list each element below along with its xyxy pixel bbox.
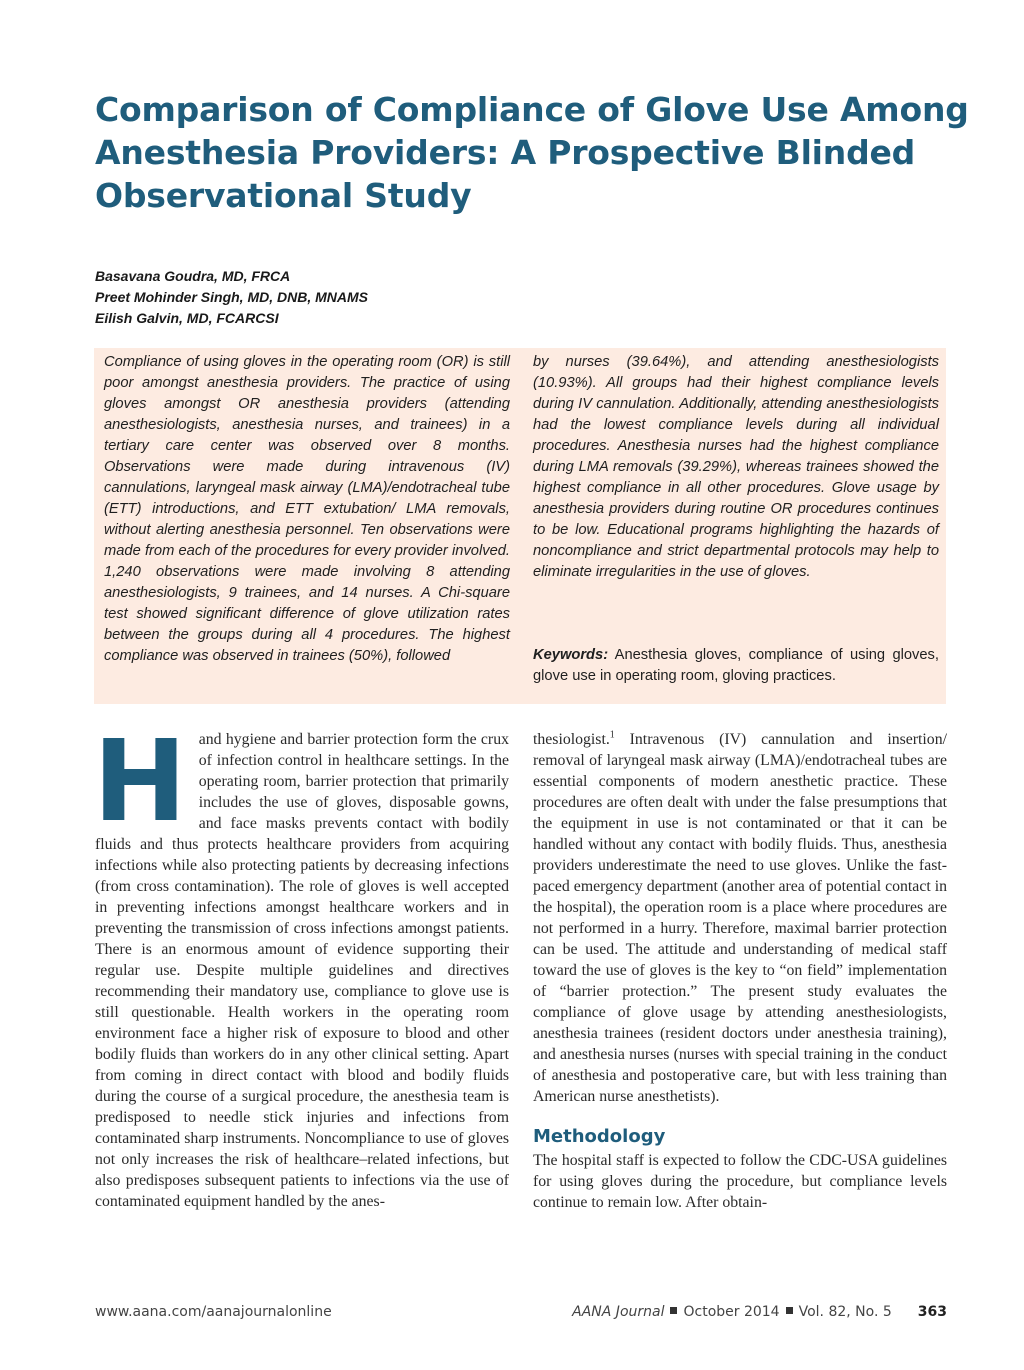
author-name: Basavana Goudra, MD, FRCA [95,268,291,284]
abstract-right-column: by nurses (39.64%), and attending anesthesiologists (10.93%). All groups had their highest compliance levels during IV cannulation. Additionally, attending anesthesiologists had the lowest compliance levels during all individual procedures. Anesthesia nurses had the highest compliance during LMA removals (39.29%), whereas trainees showed the highest compliance in all other procedures. Glove usage by anesthesia providers during routine OR procedures continues to be low. Educational programs highlighting the hazards of noncompliance and strict departmental protocols may help to eliminate irregularities in the use of gloves. [533,354,939,580]
body-paragraph: The hospital staff is expected to follow the CDC-USA guidelines for using gloves during the procedure, but compliance levels continue to remain low. After obtain- [533,1152,947,1211]
keywords-label: Keywords: [533,647,609,663]
separator-square-icon [670,1307,677,1314]
author-name: Eilish Galvin, MD, FCARCSI [95,310,279,326]
body-text: Intravenous (IV) cannulation and insertion/ removal of laryngeal mask airway (LMA)/endotracheal tubes are essential components of modern anesthetic practice. These procedures are often dealt with under the false presumptions that the equipment in use is not contaminated or that it can be handled without any contact with bodily fluids. Thus, anesthesia providers underestimate the need to use gloves. Unlike the fast-paced emergency department (another area of potential contact in the hospital), the operation room is a place where procedures are not performed in a hurry. Therefore, maximal barrier protection can be used. The attitude and understanding of medical staff toward the use of gloves is the key to “on field” implementation of “barrier protection.” The present study evaluates the compliance of glove usage by attending anesthesiologists, anesthesia trainees (resident doctors under anesthesia training), and anesthesia nurses (nurses with special training in the conduct of anesthesia and postoperative care, but with less training than American nurse anesthetists). [533,731,947,1105]
footer-citation [572,1304,947,1320]
body-paragraph [533,729,947,1107]
body-text: thesiologist. [533,731,610,748]
separator-square-icon [786,1307,793,1314]
keywords-text: Anesthesia gloves, compliance of using gloves, glove use in operating room, gloving practices. [533,647,939,684]
body-left-column [93,717,509,1212]
keywords [533,645,939,687]
body-right-column [533,729,947,1213]
journal-name: AANA Journal [572,1304,665,1320]
body-paragraph: and hygiene and barrier protection form the crux of infection control in healthcare settings. In the operating room, barrier protection that primarily includes the use of gloves, disposable gowns, and face masks prevents contact with bodily fluids and thus protects healthcare providers from acquiring infections while also protecting patients by decreasing infections (from cross contamination). The role of gloves is well accepted in preventing infections amongst healthcare workers and in preventing the transmission of cross infections amongst patients. There is an enormous amount of evidence supporting their regular use. Despite multiple guidelines and directives recommending their mandatory use, compliance to glove use is still questionable. Health workers in the operating room environment face a higher risk of exposure to blood and other bodily fluids than workers do in any other clinical setting. Apart from coming in direct contact with blood and bodily fluids during the course of a surgical procedure, the anesthesia team is predisposed to needle stick injuries and infections from contaminated sharp instruments. Noncompliance to use of gloves not only increases the risk of healthcare–related infections, but also predisposes subsequent patients to infections via the use of contaminated equipment handled by the anes- [95,731,509,1210]
issue-date: October 2014 [683,1304,780,1320]
reference-marker: 1 [609,729,615,741]
article-title: Comparison of Compliance of Glove Use Among Anesthesia Providers: A Prospective Blinded Observational Study [95,90,969,215]
footer-url: www.aana.com/aanajournalonline [95,1304,332,1320]
abstract-left-column: Compliance of using gloves in the operating room (OR) is still poor amongst anesthesia providers. The practice of using gloves amongst OR anesthesia providers (attending anesthesiologists, anesthesia nurses, and trainees) in a tertiary care center was observed over 8 months. Observations were made during intravenous (IV) cannulations, laryngeal mask airway (LMA)/endotracheal tube (ETT) introductions, and ETT extubation/ LMA removals, without alerting anesthesia personnel. Ten observations were made from each of the procedures for every provider involved. 1,240 observations were made involving 8 attending anesthesiologists, 9 trainees, and 14 nurses. A Chi-square test showed significant difference of glove utilization rates between the groups during all 4 procedures. The highest compliance was observed in trainees (50%), followed [104,354,510,664]
drop-cap: H [93,717,187,847]
volume-info: Vol. 82, No. 5 [798,1304,892,1320]
section-heading-methodology: Methodology [533,1126,666,1147]
author-list [95,266,695,329]
abstract-box [94,348,946,704]
page-number: 363 [917,1304,947,1320]
author-name: Preet Mohinder Singh, MD, DNB, MNAMS [95,289,368,305]
